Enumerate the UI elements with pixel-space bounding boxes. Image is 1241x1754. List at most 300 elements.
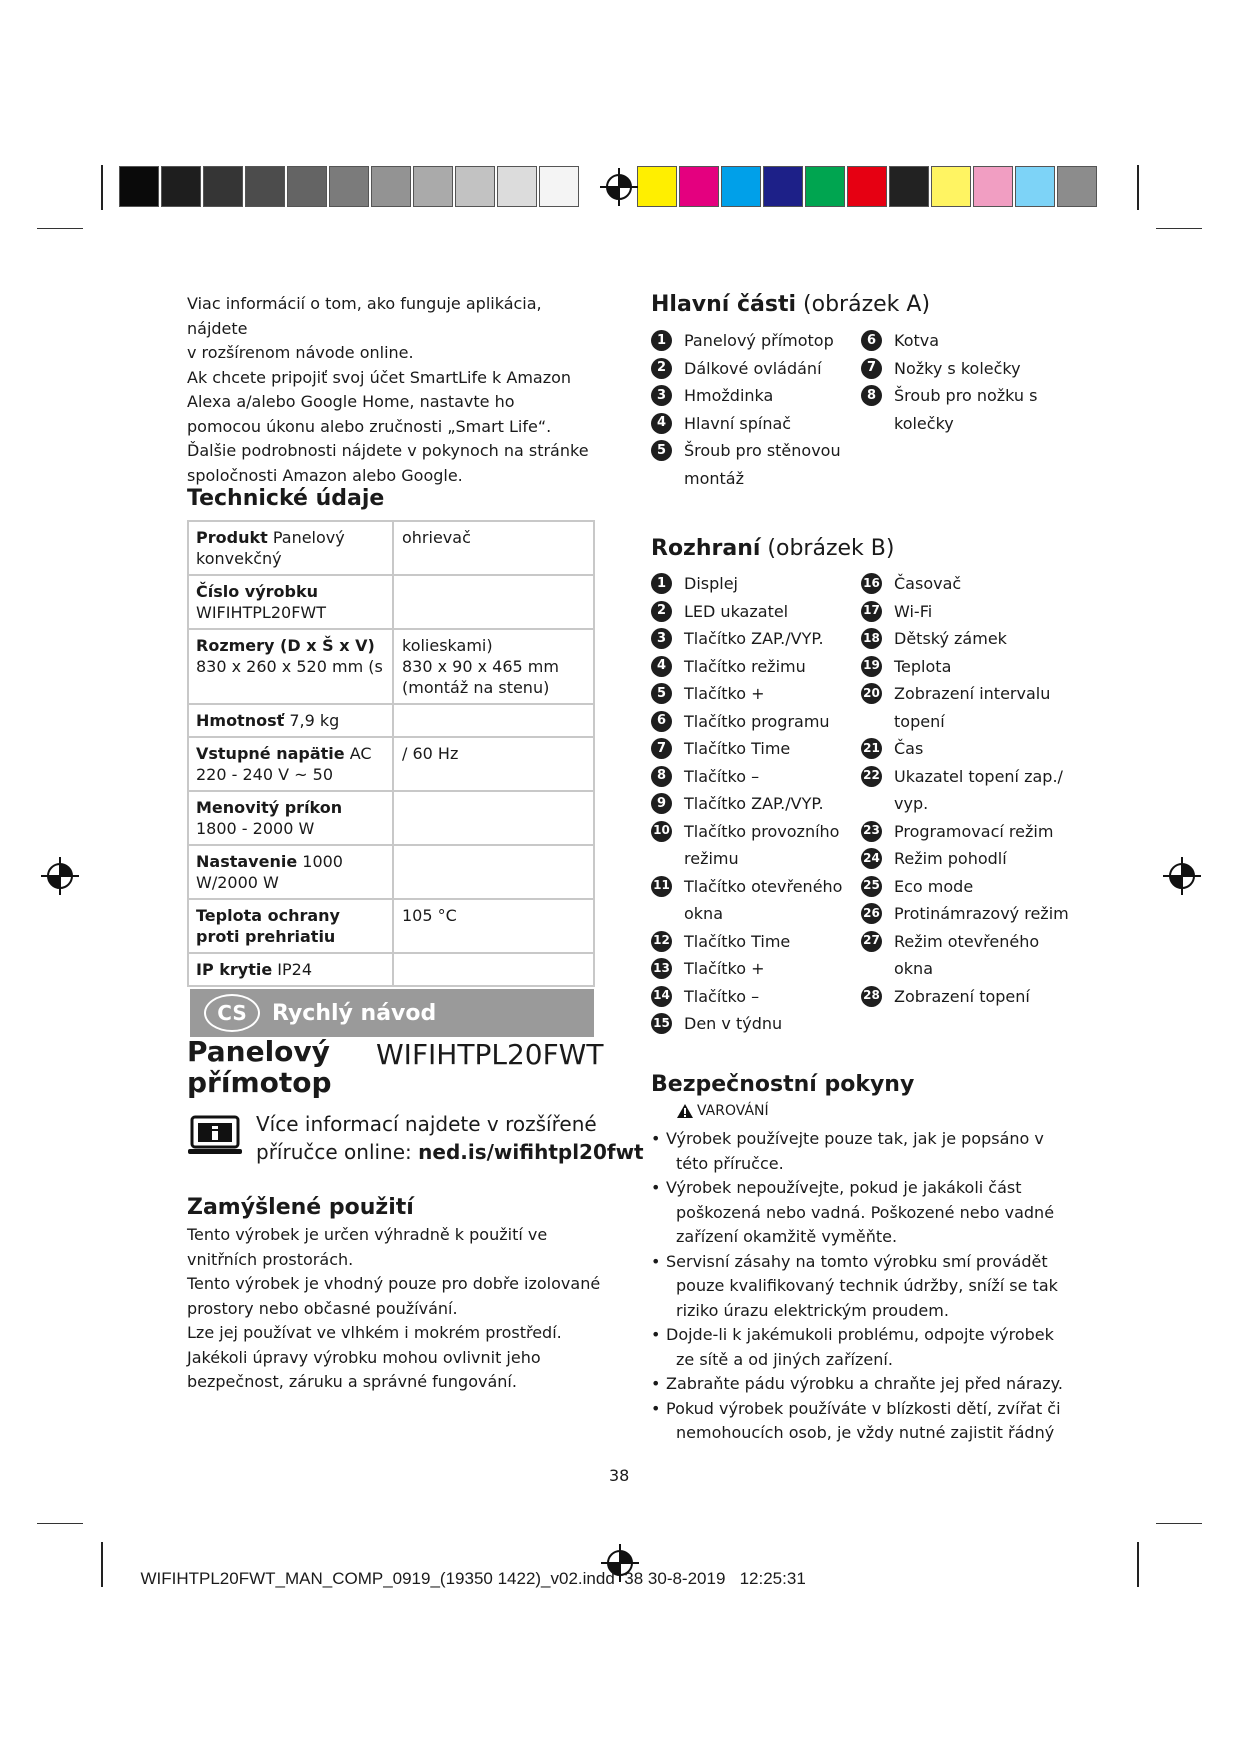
list-item xyxy=(861,598,1076,626)
warning-text: VAROVÁNÍ xyxy=(697,1103,769,1119)
list-item xyxy=(651,873,856,928)
item-number-badge: 1 xyxy=(651,330,672,351)
list-item xyxy=(651,437,851,492)
item-text xyxy=(684,598,788,626)
intended-line: Tento výrobek je určen výhradně k použití ve xyxy=(187,1225,548,1244)
color-swatch xyxy=(805,166,845,207)
item-text xyxy=(894,598,932,626)
item-text xyxy=(684,653,806,681)
item-number-badge: 28 xyxy=(861,986,882,1007)
spec-cell-right xyxy=(393,845,594,899)
bullet-line: této příručce. xyxy=(676,1153,784,1173)
item-text-line: Tlačítko – xyxy=(684,986,760,1006)
item-text-line: Šroub pro stěnovou xyxy=(684,441,841,460)
intended-line: Lze jej používat ve vlhkém i mokrém prostředí. xyxy=(187,1323,562,1342)
safety-bullets xyxy=(651,1127,1071,1446)
item-number-badge: 6 xyxy=(861,330,882,351)
item-text xyxy=(684,355,822,383)
gray-swatch xyxy=(329,166,369,207)
item-number-badge: 2 xyxy=(651,601,672,622)
item-text xyxy=(684,410,791,438)
product-title-line1: Panelový xyxy=(187,1035,330,1068)
spec-value-line: (montáž na stenu) xyxy=(402,678,550,697)
item-text xyxy=(684,818,839,873)
item-text xyxy=(894,355,1021,383)
intro-line: spoločnosti Amazon alebo Google. xyxy=(187,465,463,485)
bullet-text xyxy=(666,1176,1054,1250)
item-text-line: Tlačítko režimu xyxy=(684,656,806,676)
item-number-badge: 10 xyxy=(651,821,672,842)
item-number-badge: 14 xyxy=(651,986,672,1007)
gray-swatch xyxy=(287,166,327,207)
tech-specs-heading: Technické údaje xyxy=(187,486,385,511)
intro-line: pomocou úkonu alebo zručnosti „Smart Life“. xyxy=(187,416,552,436)
list-item xyxy=(651,355,851,383)
spec-row xyxy=(188,521,594,575)
item-text-line: Panelový přímotop xyxy=(684,331,834,350)
registration-mark-right-icon xyxy=(1162,856,1202,896)
item-text-line: vyp. xyxy=(894,794,929,813)
color-swatch xyxy=(1015,166,1055,207)
item-number-badge: 5 xyxy=(651,683,672,704)
spec-cell-left: Nastavenie 1000 W/2000 W xyxy=(188,845,393,899)
item-text xyxy=(894,845,1007,873)
more-info-link[interactable]: ned.is/wifihtpl20fwt xyxy=(418,1140,644,1164)
item-text xyxy=(894,928,1039,983)
item-text-line: Režim otevřeného xyxy=(894,931,1040,951)
bullet-line: ze sítě a od jiných zařízení. xyxy=(676,1349,893,1369)
intended-line: Jakékoli úpravy výrobku mohou ovlivnit jeho xyxy=(187,1347,541,1367)
spec-cell-right xyxy=(393,629,594,704)
item-text xyxy=(894,680,1050,735)
item-number-badge: 21 xyxy=(861,738,882,759)
registration-mark-top-icon xyxy=(599,167,639,207)
item-text-line: okna xyxy=(684,904,723,923)
spec-label: Produkt xyxy=(196,528,268,547)
bullet-line: Zabraňte pádu výrobku a chraňte jej před nárazy. xyxy=(666,1374,1063,1393)
intended-line: bezpečnost, záruku a správné fungování. xyxy=(187,1372,517,1391)
interface-heading-rest: (obrázek B) xyxy=(760,536,895,561)
intended-use-heading: Zamýšlené použití xyxy=(187,1195,414,1220)
safety-bullet xyxy=(651,1127,1071,1176)
bullet-line: pouze kvalifikovaný technik údržby, sníží se tak xyxy=(676,1276,1058,1295)
item-text-line: Tlačítko ZAP./VYP. xyxy=(684,629,824,648)
list-item xyxy=(861,327,1071,355)
item-text-line: Protinámrazový režim xyxy=(894,904,1069,923)
item-text-line: Šroub pro nožku s xyxy=(894,386,1038,405)
intro-line: Ďalšie podrobnosti nájdete v pokynoch na stránke xyxy=(187,441,589,460)
bullet-line: zařízení okamžitě vyměňte. xyxy=(676,1227,898,1246)
interface-heading-bold: Rozhraní xyxy=(651,536,761,561)
item-text-line: Tlačítko + xyxy=(684,684,765,703)
list-item xyxy=(861,382,1071,437)
list-item xyxy=(861,680,1076,735)
item-number-badge: 3 xyxy=(651,628,672,649)
spec-label: Vstupné napätie xyxy=(196,744,345,763)
item-text-line: Tlačítko – xyxy=(684,766,760,786)
bullet-dot: • xyxy=(651,1374,661,1393)
list-item xyxy=(651,735,856,763)
item-number-badge: 17 xyxy=(861,601,882,622)
footer-date: 30-8-2019 xyxy=(647,1569,726,1588)
color-swatch xyxy=(931,166,971,207)
gray-swatch xyxy=(497,166,537,207)
list-item xyxy=(861,983,1076,1011)
footer-page-ref: 38 xyxy=(624,1569,644,1588)
item-text-line: okna xyxy=(894,959,933,978)
spec-cell-right xyxy=(393,521,594,575)
item-number-badge: 7 xyxy=(651,738,672,759)
bullet-text xyxy=(666,1397,1061,1446)
gray-swatch xyxy=(455,166,495,207)
item-text xyxy=(684,983,759,1011)
more-info-line1: Více informací najdete v rozšířené xyxy=(256,1112,597,1136)
item-text xyxy=(684,680,765,708)
item-text-line: Tlačítko ZAP./VYP. xyxy=(684,794,824,813)
intended-use-text xyxy=(187,1223,607,1395)
color-swatch xyxy=(889,166,929,207)
item-text xyxy=(894,653,951,681)
list-item xyxy=(861,763,1076,818)
footer-slug xyxy=(131,1549,806,1589)
spec-cell-left: Vstupné napätie AC 220 - 240 V ~ 50 xyxy=(188,737,393,791)
item-text-line: Tlačítko otevřeného xyxy=(684,876,843,896)
list-item xyxy=(861,818,1076,846)
spec-value-line: 830 x 90 x 465 mm xyxy=(402,657,559,676)
gray-swatch xyxy=(539,166,579,207)
spec-cell-left xyxy=(188,899,393,953)
list-item xyxy=(651,790,856,818)
spec-label: Hmotnosť xyxy=(196,711,285,730)
laptop-info-icon xyxy=(187,1115,243,1157)
spec-cell-right xyxy=(393,737,594,791)
spec-cell-right xyxy=(393,899,594,953)
item-number-badge: 8 xyxy=(651,766,672,787)
spec-cell-right xyxy=(393,704,594,737)
crop-mark-bottom-left-horizontal xyxy=(37,1523,83,1524)
item-text-line: Tlačítko provozního xyxy=(684,821,840,841)
registration-mark-left-icon xyxy=(40,856,80,896)
item-number-badge: 23 xyxy=(861,821,882,842)
item-number-badge: 7 xyxy=(861,358,882,379)
list-item xyxy=(651,598,856,626)
main-parts-heading xyxy=(651,292,930,317)
color-swatch xyxy=(847,166,887,207)
list-item xyxy=(651,928,856,956)
item-text-line: Kotva xyxy=(894,331,940,350)
spec-value-line: kolieskami) xyxy=(402,636,493,655)
item-text xyxy=(894,763,1063,818)
page-number: 38 xyxy=(609,1466,630,1485)
product-title-line2: přímotop xyxy=(187,1066,332,1099)
item-number-badge: 15 xyxy=(651,1013,672,1034)
item-number-badge: 22 xyxy=(861,766,882,787)
safety-bullet xyxy=(651,1176,1071,1250)
item-number-badge: 25 xyxy=(861,876,882,897)
bullet-text xyxy=(666,1127,1044,1176)
list-item xyxy=(651,327,851,355)
list-item xyxy=(651,653,856,681)
warning-label xyxy=(676,1103,769,1119)
item-text xyxy=(684,625,824,653)
intended-line: Tento výrobek je vhodný pouze pro dobře izolované xyxy=(187,1274,601,1293)
bullet-dot: • xyxy=(651,1251,661,1271)
list-item xyxy=(861,735,1076,763)
list-item xyxy=(861,570,1076,598)
spec-label: Číslo výrobku xyxy=(196,582,319,601)
main-parts-list-col2 xyxy=(861,327,1071,437)
more-info-line2: příručce online: xyxy=(256,1140,419,1164)
item-number-badge: 9 xyxy=(651,793,672,814)
gray-swatch xyxy=(371,166,411,207)
color-swatch xyxy=(637,166,677,207)
item-text xyxy=(684,955,765,983)
list-item xyxy=(651,410,851,438)
bullet-line: Pokud výrobek používáte v blízkosti dětí, zvířat či xyxy=(666,1398,1061,1418)
item-text xyxy=(894,570,961,598)
item-text xyxy=(894,382,1037,437)
item-number-badge: 12 xyxy=(651,931,672,952)
bullet-dot: • xyxy=(651,1178,661,1197)
spec-row xyxy=(188,953,594,986)
item-text xyxy=(894,625,1007,653)
item-number-badge: 27 xyxy=(861,931,882,952)
item-text xyxy=(894,818,1053,846)
spec-row xyxy=(188,845,594,899)
item-text-line: montáž xyxy=(684,468,744,488)
spec-row xyxy=(188,575,594,629)
gray-swatch xyxy=(161,166,201,207)
bullet-text xyxy=(666,1323,1054,1372)
interface-heading xyxy=(651,536,894,561)
list-item xyxy=(651,625,856,653)
crop-mark-bottom-left-vertical xyxy=(101,1542,103,1587)
gray-swatch xyxy=(119,166,159,207)
spec-row xyxy=(188,737,594,791)
gray-swatch xyxy=(245,166,285,207)
safety-bullet xyxy=(651,1250,1071,1324)
item-text-line: Displej xyxy=(684,574,738,593)
bullet-dot: • xyxy=(651,1398,661,1418)
item-text xyxy=(894,983,1030,1011)
intro-line: Viac informácií o tom, ako funguje aplikácia, nájdete xyxy=(187,294,542,338)
interface-list-col2 xyxy=(861,570,1076,1010)
spec-cell-left: Hmotnosť 7,9 kg xyxy=(188,704,393,737)
list-item xyxy=(651,570,856,598)
item-text xyxy=(684,873,842,928)
intro-line: v rozšírenom návode online. xyxy=(187,343,414,362)
spec-label: Menovitý príkon xyxy=(196,798,343,817)
item-text-line: Čas xyxy=(894,739,924,758)
item-number-badge: 6 xyxy=(651,711,672,732)
intended-line: vnitřních prostorách. xyxy=(187,1249,354,1269)
spec-cell-left: Číslo výrobku WIFIHTPL20FWT xyxy=(188,575,393,629)
spec-row xyxy=(188,791,594,845)
spec-row xyxy=(188,899,594,953)
item-text-line: Ukazatel topení zap./ xyxy=(894,766,1063,786)
item-text-line: Dálkové ovládání xyxy=(684,358,822,378)
item-number-badge: 2 xyxy=(651,358,672,379)
spec-row xyxy=(188,704,594,737)
item-text xyxy=(684,763,759,791)
spec-cell-left: Menovitý príkon 1800 - 2000 W xyxy=(188,791,393,845)
quick-guide-title: Rychlý návod xyxy=(272,1000,437,1026)
item-number-badge: 4 xyxy=(651,413,672,434)
spec-cell-left: Rozmery (D x Š x V) 830 x 260 x 520 mm (s xyxy=(188,629,393,704)
list-item xyxy=(861,873,1076,901)
bullet-line: Výrobek nepoužívejte, pokud je jakákoli část xyxy=(666,1178,1022,1197)
interface-list-col1 xyxy=(651,570,856,1038)
item-number-badge: 11 xyxy=(651,876,672,897)
bullet-text xyxy=(666,1372,1063,1397)
item-number-badge: 3 xyxy=(651,385,672,406)
color-swatch xyxy=(1057,166,1097,207)
crop-mark-top-right-horizontal xyxy=(1156,228,1202,229)
spec-cell-right xyxy=(393,791,594,845)
item-text-line: topení xyxy=(894,711,945,731)
item-text xyxy=(684,382,773,410)
bullet-dot: • xyxy=(651,1325,661,1344)
color-swatch xyxy=(763,166,803,207)
spec-value-line: 105 °C xyxy=(402,906,457,925)
footer-time: 12:25:31 xyxy=(739,1569,806,1588)
spec-cell-right xyxy=(393,575,594,629)
list-item xyxy=(651,680,856,708)
list-item xyxy=(651,763,856,791)
tech-specs-table xyxy=(187,520,595,987)
main-parts-heading-rest: (obrázek A) xyxy=(796,292,931,317)
item-number-badge: 19 xyxy=(861,656,882,677)
gray-swatch xyxy=(413,166,453,207)
item-text-line: režimu xyxy=(684,849,739,868)
item-text-line: Režim pohodlí xyxy=(894,849,1007,868)
list-item xyxy=(651,708,856,736)
bullet-dot: • xyxy=(651,1129,661,1148)
item-text-line: Teplota xyxy=(894,656,952,676)
color-swatch xyxy=(721,166,761,207)
item-text-line: Zobrazení intervalu xyxy=(894,684,1051,703)
item-text-line: Hmoždinka xyxy=(684,386,774,405)
main-parts-heading-bold: Hlavní části xyxy=(651,292,797,317)
language-banner xyxy=(190,989,594,1037)
item-text-line: Časovač xyxy=(894,574,962,593)
crop-mark-bottom-right-vertical xyxy=(1137,1542,1139,1587)
intended-line: prostory nebo občasné používání. xyxy=(187,1298,458,1318)
spec-value-line: ohrievač xyxy=(402,528,471,547)
item-text xyxy=(684,327,834,355)
color-swatch xyxy=(679,166,719,207)
item-number-badge: 24 xyxy=(861,848,882,869)
spec-label: IP krytie xyxy=(196,960,273,979)
item-text xyxy=(684,790,824,818)
item-number-badge: 4 xyxy=(651,656,672,677)
bullet-line: Dojde-li k jakémukoli problému, odpojte výrobek xyxy=(666,1325,1054,1344)
spec-label: Teplota ochrany proti prehriatiu xyxy=(196,906,340,946)
language-code-badge: CS xyxy=(204,994,260,1032)
list-item xyxy=(861,845,1076,873)
list-item xyxy=(861,355,1071,383)
footer-file-name: WIFIHTPL20FWT_MAN_COMP_0919_(19350 1422)_v02.indd xyxy=(140,1569,615,1588)
item-text-line: Zobrazení topení xyxy=(894,986,1030,1006)
item-text-line: Eco mode xyxy=(894,876,974,896)
safety-heading: Bezpečnostní pokyny xyxy=(651,1072,915,1097)
item-text-line: Tlačítko Time xyxy=(684,739,791,758)
gray-swatch xyxy=(203,166,243,207)
item-number-badge: 8 xyxy=(861,385,882,406)
item-text-line: Nožky s kolečky xyxy=(894,358,1021,378)
bullet-line: nemohoucích osob, je vždy nutné zajistit řádný xyxy=(676,1423,1055,1442)
bullet-line: riziko úrazu elektrickým proudem. xyxy=(676,1300,949,1320)
safety-bullet xyxy=(651,1372,1071,1397)
item-text xyxy=(684,708,830,736)
spec-value-line: / 60 Hz xyxy=(402,744,459,763)
crop-mark-bottom-right-horizontal xyxy=(1156,1523,1202,1524)
item-text xyxy=(894,900,1069,928)
item-number-badge: 18 xyxy=(861,628,882,649)
item-text-line: LED ukazatel xyxy=(684,601,789,621)
spec-row xyxy=(188,629,594,704)
item-text xyxy=(684,437,841,492)
item-text-line: Wi-Fi xyxy=(894,601,933,621)
item-text xyxy=(684,928,790,956)
item-text-line: Tlačítko Time xyxy=(684,931,791,951)
item-text xyxy=(894,735,923,763)
more-info-text xyxy=(256,1110,644,1166)
main-parts-list-col1 xyxy=(651,327,851,492)
product-model: WIFIHTPL20FWT xyxy=(376,1038,604,1071)
item-number-badge: 13 xyxy=(651,958,672,979)
intro-line: Ak chcete pripojiť svoj účet SmartLife k Amazon xyxy=(187,367,572,387)
item-text-line: Den v týdnu xyxy=(684,1014,783,1033)
bullet-line: Servisní zásahy na tomto výrobku smí provádět xyxy=(666,1251,1048,1271)
bullet-text xyxy=(666,1250,1058,1324)
list-item xyxy=(861,928,1076,983)
crop-mark-top-left-horizontal xyxy=(37,228,83,229)
spec-label: Rozmery (D x Š x V) xyxy=(196,636,375,655)
item-text-line: Programovací režim xyxy=(894,821,1054,841)
safety-bullet xyxy=(651,1323,1071,1372)
item-text xyxy=(684,570,738,598)
item-text-line: kolečky xyxy=(894,413,954,433)
spec-cell-left: Produkt Panelový konvekčný xyxy=(188,521,393,575)
list-item xyxy=(651,955,856,983)
item-text-line: Dětský zámek xyxy=(894,629,1007,648)
bullet-line: poškozená nebo vadná. Poškozené nebo vadné xyxy=(676,1202,1055,1222)
item-text-line: Tlačítko programu xyxy=(684,711,830,731)
item-text xyxy=(684,1010,782,1038)
list-item xyxy=(861,625,1076,653)
item-number-badge: 16 xyxy=(861,573,882,594)
spec-label: Nastavenie xyxy=(196,852,298,871)
warning-triangle-icon xyxy=(676,1103,694,1119)
item-text-line: Tlačítko + xyxy=(684,959,765,978)
product-title xyxy=(187,1036,332,1098)
item-number-badge: 20 xyxy=(861,683,882,704)
list-item xyxy=(651,382,851,410)
item-text-line: Hlavní spínač xyxy=(684,413,792,433)
item-text xyxy=(894,873,973,901)
crop-mark-top-left-vertical xyxy=(101,165,103,210)
color-swatch xyxy=(973,166,1013,207)
item-number-badge: 1 xyxy=(651,573,672,594)
item-text xyxy=(684,735,790,763)
bullet-line: Výrobek používejte pouze tak, jak je popsáno v xyxy=(666,1129,1044,1148)
spec-cell-left: IP krytie IP24 xyxy=(188,953,393,986)
list-item xyxy=(651,818,856,873)
list-item xyxy=(861,900,1076,928)
list-item xyxy=(651,1010,856,1038)
item-number-badge: 26 xyxy=(861,903,882,924)
